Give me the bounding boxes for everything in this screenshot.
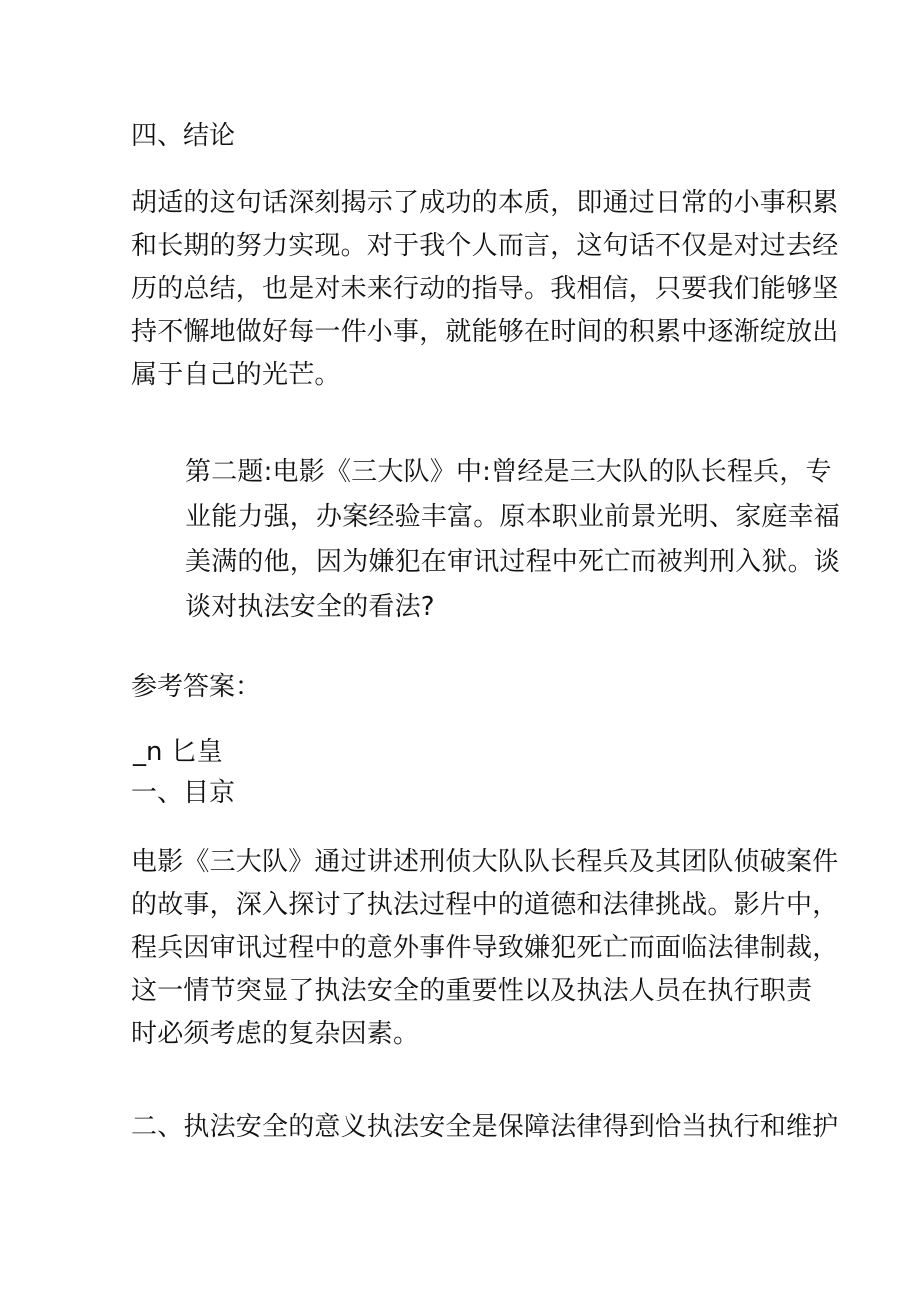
conclusion-line: 历的总结，也是对未来行动的指导。我相信，只要我们能够坚 xyxy=(131,274,839,304)
conclusion-line: 持不懈地做好每一件小事，就能够在时间的积累中逐渐绽放出 xyxy=(131,317,839,347)
question-line: 业能力强，办案经验丰富。原本职业前景光明、家庭幸福 xyxy=(185,502,841,532)
conclusion-line: 胡适的这句话深刻揭示了成功的本质，即通过日常的小事积累 xyxy=(131,188,839,218)
question-line: 谈对执法安全的看法? xyxy=(185,592,435,622)
section-one-heading: 一、目京 xyxy=(131,778,236,808)
section-two-paragraph xyxy=(131,1106,839,1149)
question-line: 第二题:电影《三大队》中:曾经是三大队的队长程兵，专 xyxy=(185,457,832,487)
conclusion-paragraph xyxy=(131,182,839,397)
conclusion-heading: 四、结论 xyxy=(131,121,236,151)
answer-label: 参考答案： xyxy=(131,672,262,702)
garbled-heading: _n 匕皇 xyxy=(133,737,223,767)
section-two-line: 二、执法安全的意义执法安全是保障法律得到恰当执行和维护 xyxy=(131,1112,839,1142)
section-one-paragraph xyxy=(131,841,839,1056)
section-one-line: 时必须考虑的复杂因素。 xyxy=(131,1019,420,1049)
section-one-line: 这一情节突显了执法安全的重要性以及执法人员在执行职责 xyxy=(131,976,813,1006)
conclusion-line: 属于自己的光芒。 xyxy=(131,360,341,390)
conclusion-line: 和长期的努力实现。对于我个人而言，这句话不仅是对过去经 xyxy=(131,231,839,261)
section-one-line: 程兵因审讯过程中的意外事件导致嫌犯死亡而面临法律制裁， xyxy=(131,933,839,963)
question-line: 美满的他，因为嫌犯在审讯过程中死亡而被判刑入狱。谈 xyxy=(185,547,841,577)
question-paragraph xyxy=(185,450,841,630)
section-one-line: 的故事，深入探讨了执法过程中的道德和法律挑战。影片中， xyxy=(131,890,839,920)
section-one-line: 电影《三大队》通过讲述刑侦大队队长程兵及其团队侦破案件 xyxy=(131,847,839,877)
